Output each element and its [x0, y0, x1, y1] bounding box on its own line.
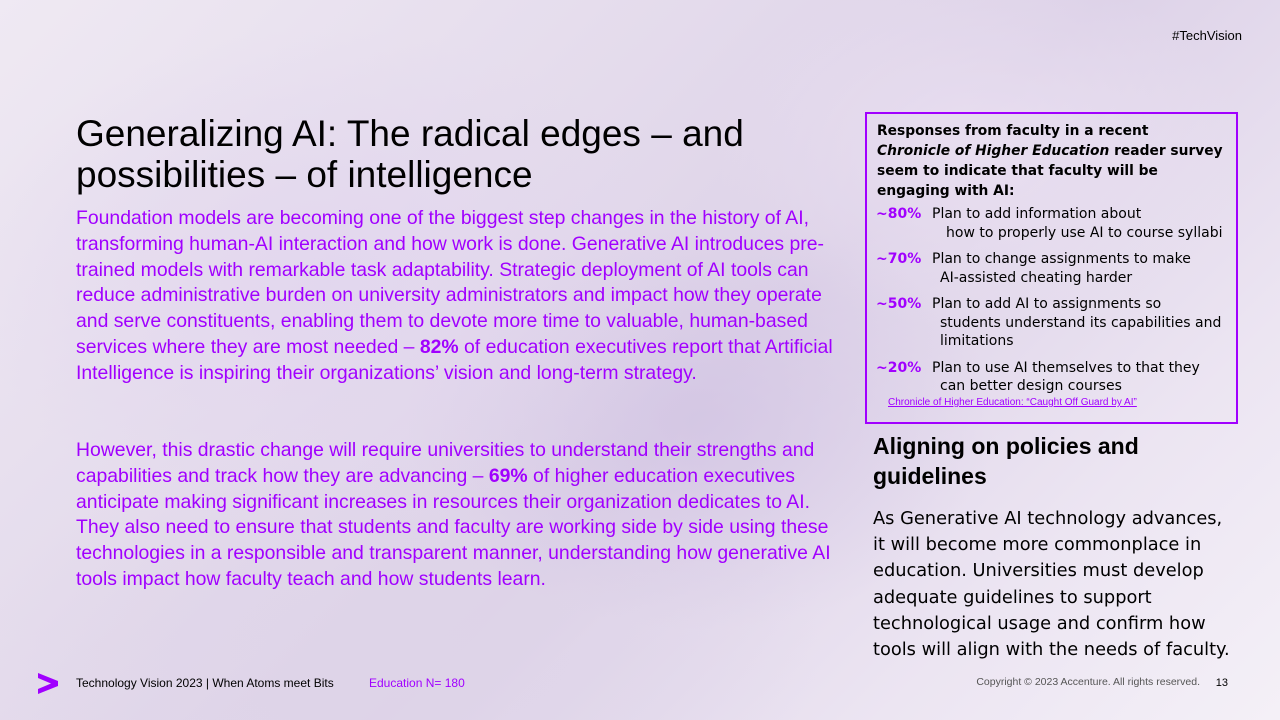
survey-response-item: ~20% Plan to use AI themselves to that they can better design courses	[876, 359, 1200, 394]
survey-response-item: ~50% Plan to add AI to assignments so students understand its capabilities and limitations	[876, 296, 1222, 349]
policies-heading: Aligning on policies and guidelines	[873, 433, 1139, 489]
source-link[interactable]: Chronicle of Higher Education: “Caught Off Guard by AI”	[888, 397, 1137, 408]
survey-response-item: ~70% Plan to change assignments to make AI-assisted cheating harder	[876, 251, 1191, 286]
hashtag-label: #TechVision	[1172, 28, 1242, 43]
survey-response-list	[877, 205, 1226, 396]
survey-response-item: ~80% Plan to add information about how to properly use AI to course syllabi	[876, 206, 1223, 241]
stat-69-percent: 69%	[488, 464, 528, 487]
footer-copyright: Copyright © 2023 Accenture. All rights reserved.	[976, 676, 1200, 688]
stat-82-percent: 82%	[419, 335, 459, 358]
survey-source-name: Chronicle of Higher Education	[877, 143, 1110, 159]
footer-sample-size: Education N= 180	[369, 676, 465, 690]
response-percent: ~50%	[876, 296, 922, 312]
page-title-line-1: Generalizing AI: The radical edges – and	[76, 113, 744, 154]
response-percent: ~20%	[876, 359, 922, 376]
response-percent: ~80%	[876, 206, 922, 222]
page-title	[76, 113, 836, 195]
survey-intro: Responses from faculty in a recent Chronicle of Higher Education reader survey seem to indicate that faculty will be engaging with AI:	[877, 123, 1223, 199]
policies-paragraph: As Generative AI technology advances, it will become more commonplace in education. Universities must develop adequate guidelines to support technological usage and confirm how tools will align with the needs of faculty.	[873, 508, 1230, 661]
intro-paragraph: Foundation models are becoming one of the biggest step changes in the history of AI, transforming human-AI interaction and how work is done. Generative AI introduces pre-trained models with remarkable task adaptability. Strategic deployment of AI tools can reduce administrative burden on university administrators and impact how they operate and serve constituents, enabling them to devote more time to valuable, human-based services where they are most needed – 82% of education executives report that Artificial Intelligence is inspiring their organizations’ vision and long-term strategy.	[76, 207, 833, 384]
page-title-line-2: possibilities – of intelligence	[76, 154, 533, 195]
page-number: 13	[1215, 677, 1228, 689]
change-paragraph: However, this drastic change will require universities to understand their strengths and capabilities and track how they are advancing – 69% of higher education executives anticipate making significant increases in resources their organization dedicates to AI. They also need to ensure that students and faculty are working side by side using these technologies in a responsible and transparent manner, understanding how generative AI tools impact how faculty teach and how students learn.	[76, 439, 831, 590]
footer-title: Technology Vision 2023 | When Atoms meet Bits	[76, 676, 334, 690]
accenture-chevron-icon	[37, 672, 59, 694]
response-percent: ~70%	[876, 251, 922, 267]
survey-callout-box	[865, 112, 1238, 424]
